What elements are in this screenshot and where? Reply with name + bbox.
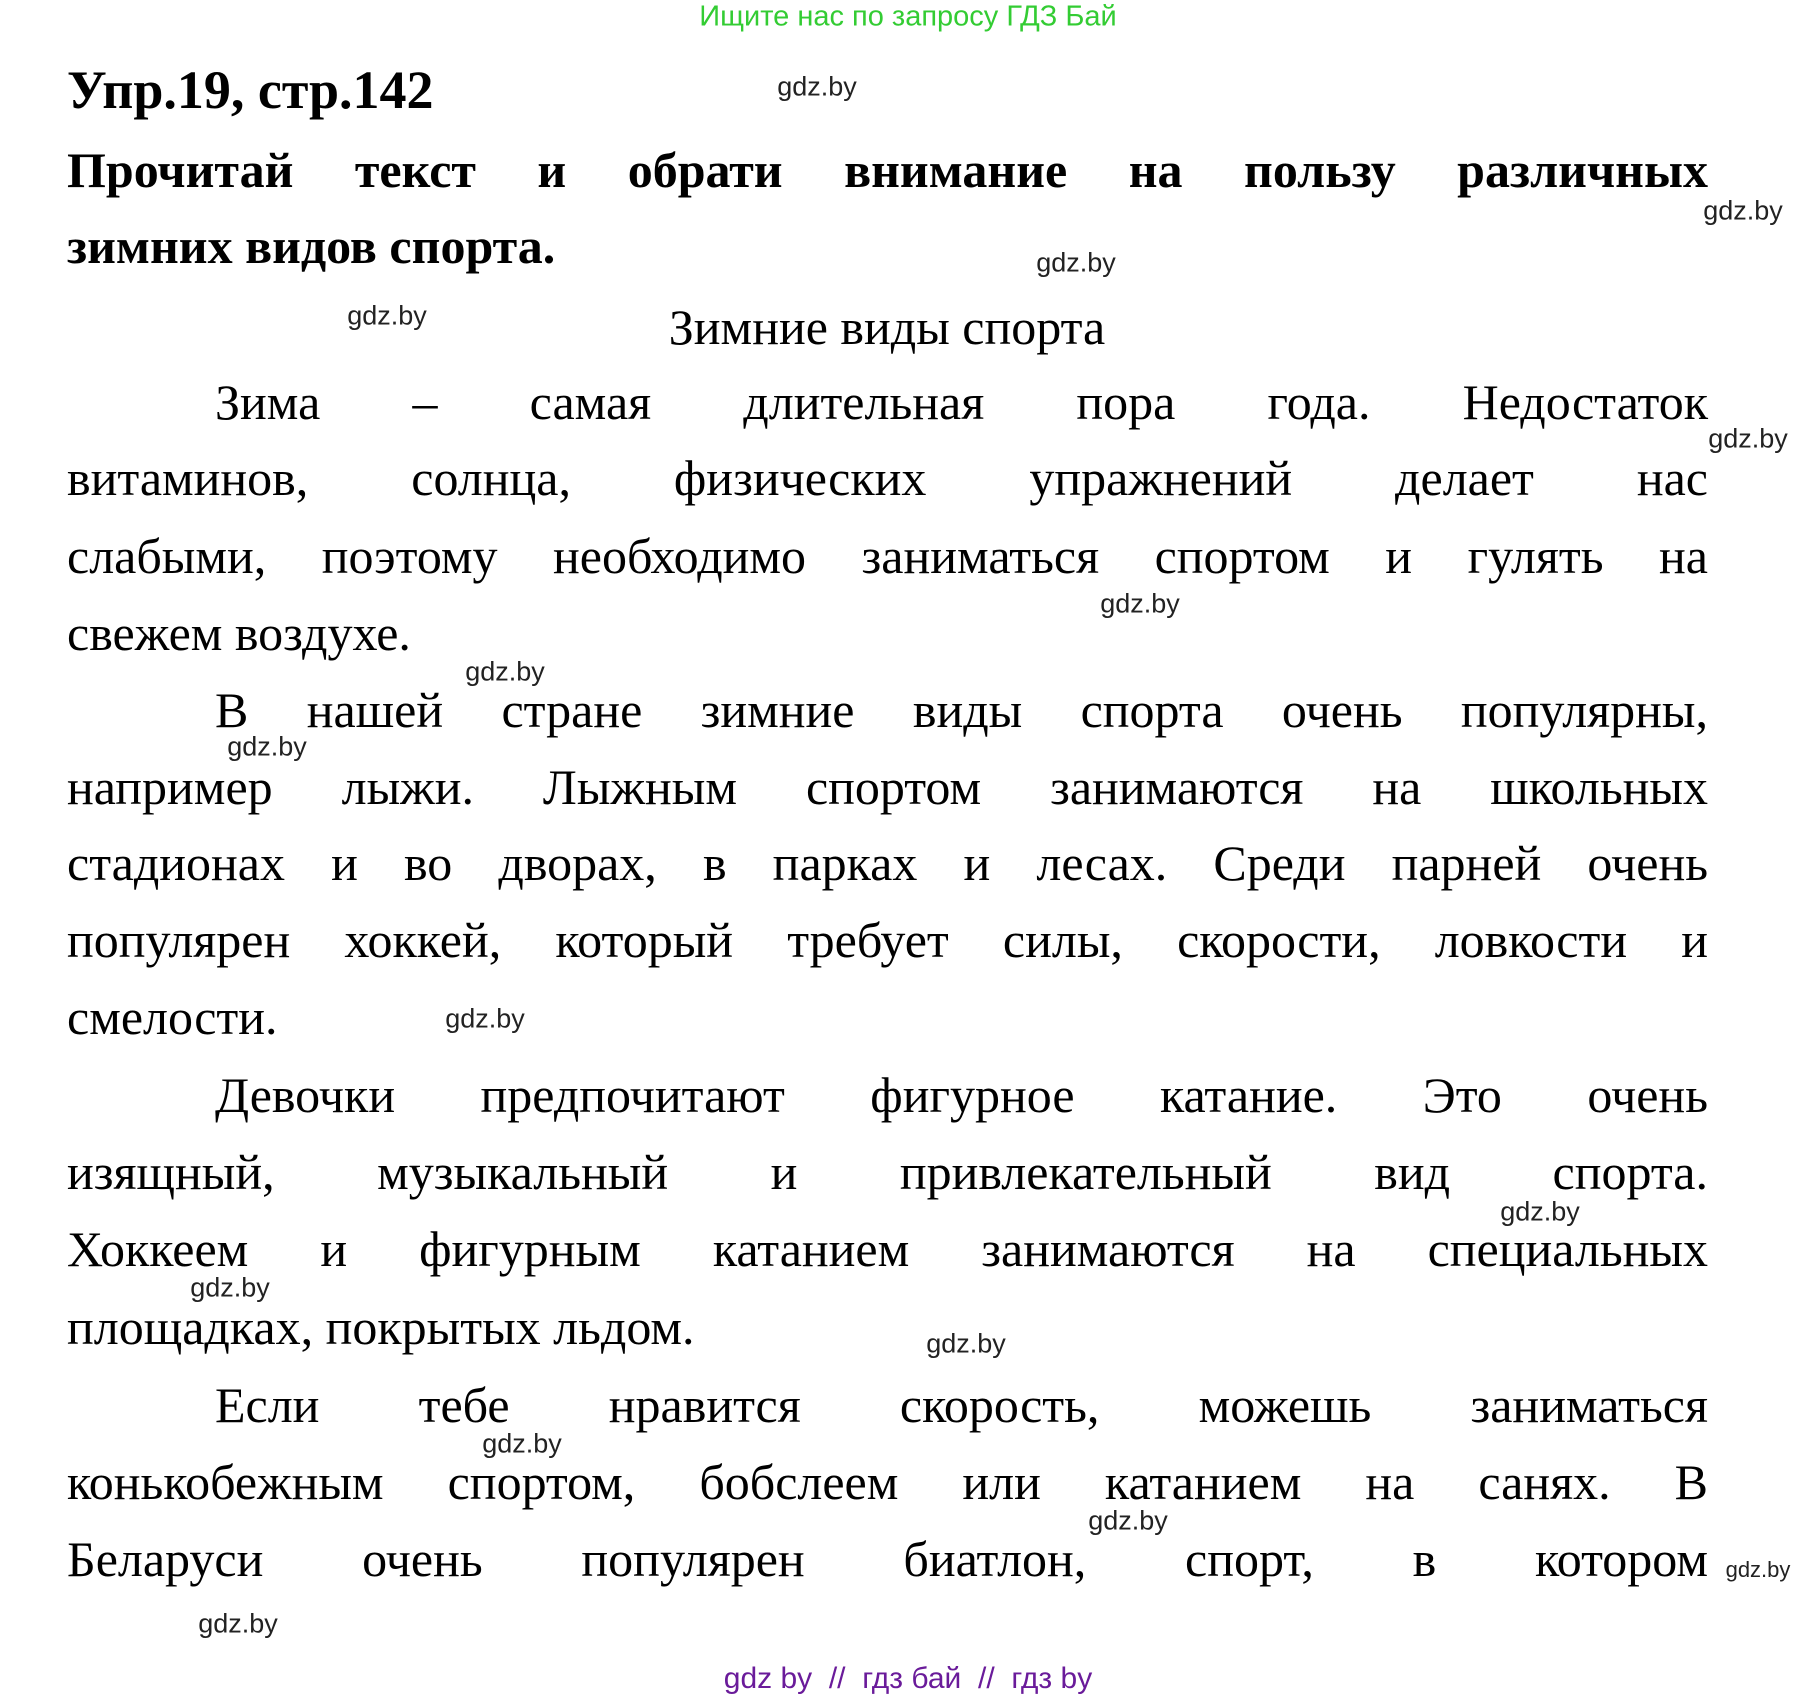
text-line: В нашей стране зимние виды спорта очень популярны, bbox=[215, 682, 1708, 738]
watermark: gdz.by bbox=[1500, 1196, 1580, 1227]
text-line: слабыми, поэтому необходимо заниматься спортом и гулять на bbox=[67, 528, 1708, 584]
task-line: Прочитай текст и обрати внимание на пользу различных bbox=[67, 142, 1708, 198]
text-line: Хоккеем и фигурным катанием занимаются на специальных bbox=[67, 1221, 1708, 1277]
text-line: конькобежным спортом, бобслеем или катанием на санях. В bbox=[67, 1454, 1708, 1510]
watermark: gdz.by bbox=[1725, 1557, 1791, 1582]
watermark: gdz.by bbox=[198, 1608, 278, 1639]
text-line: изящный, музыкальный и привлекательный вид спорта. bbox=[67, 1144, 1708, 1200]
text-line: Зима – самая длительная пора года. Недостаток bbox=[215, 374, 1708, 430]
watermark: gdz.by bbox=[1703, 195, 1783, 226]
watermark: gdz.by bbox=[190, 1272, 270, 1303]
watermark: gdz.by bbox=[926, 1328, 1006, 1359]
text-subtitle: Зимние виды спорта bbox=[668, 299, 1106, 355]
text-line: свежем воздухе. bbox=[67, 605, 411, 661]
watermark: gdz.by bbox=[227, 731, 307, 762]
text-line: смелости. bbox=[67, 989, 278, 1045]
watermark: gdz.by bbox=[1088, 1505, 1168, 1536]
watermark: gdz.by bbox=[347, 300, 427, 331]
watermark: gdz.by bbox=[777, 71, 857, 102]
watermark: gdz.by bbox=[445, 1003, 525, 1034]
watermark: gdz.by bbox=[465, 656, 545, 687]
footer-watermark: gdz by // гдз бай // гдз by bbox=[723, 1662, 1093, 1695]
text-line: Девочки предпочитают фигурное катание. Это очень bbox=[215, 1067, 1708, 1123]
text-line: Если тебе нравится скорость, можешь заниматься bbox=[215, 1377, 1708, 1433]
watermark: gdz.by bbox=[482, 1428, 562, 1459]
search-banner: Ищите нас по запросу ГДЗ Бай bbox=[699, 0, 1117, 33]
text-line: витаминов, солнца, физических упражнений делает нас bbox=[67, 450, 1708, 506]
text-line: популярен хоккей, который требует силы, скорости, ловкости и bbox=[67, 912, 1708, 968]
watermark: gdz.by bbox=[1100, 588, 1180, 619]
text-line: например лыжи. Лыжным спортом занимаются на школьных bbox=[67, 759, 1708, 815]
text-line: Беларуси очень популярен биатлон, спорт, в котором bbox=[67, 1531, 1708, 1587]
text-line: площадках, покрытых льдом. bbox=[67, 1299, 695, 1355]
task-line: зимних видов спорта. bbox=[67, 218, 556, 274]
text-line: стадионах и во дворах, в парках и лесах. Среди парней очень bbox=[67, 835, 1708, 891]
watermark: gdz.by bbox=[1708, 423, 1788, 454]
exercise-title: Упр.19, стр.142 bbox=[67, 60, 434, 120]
watermark: gdz.by bbox=[1036, 247, 1116, 278]
